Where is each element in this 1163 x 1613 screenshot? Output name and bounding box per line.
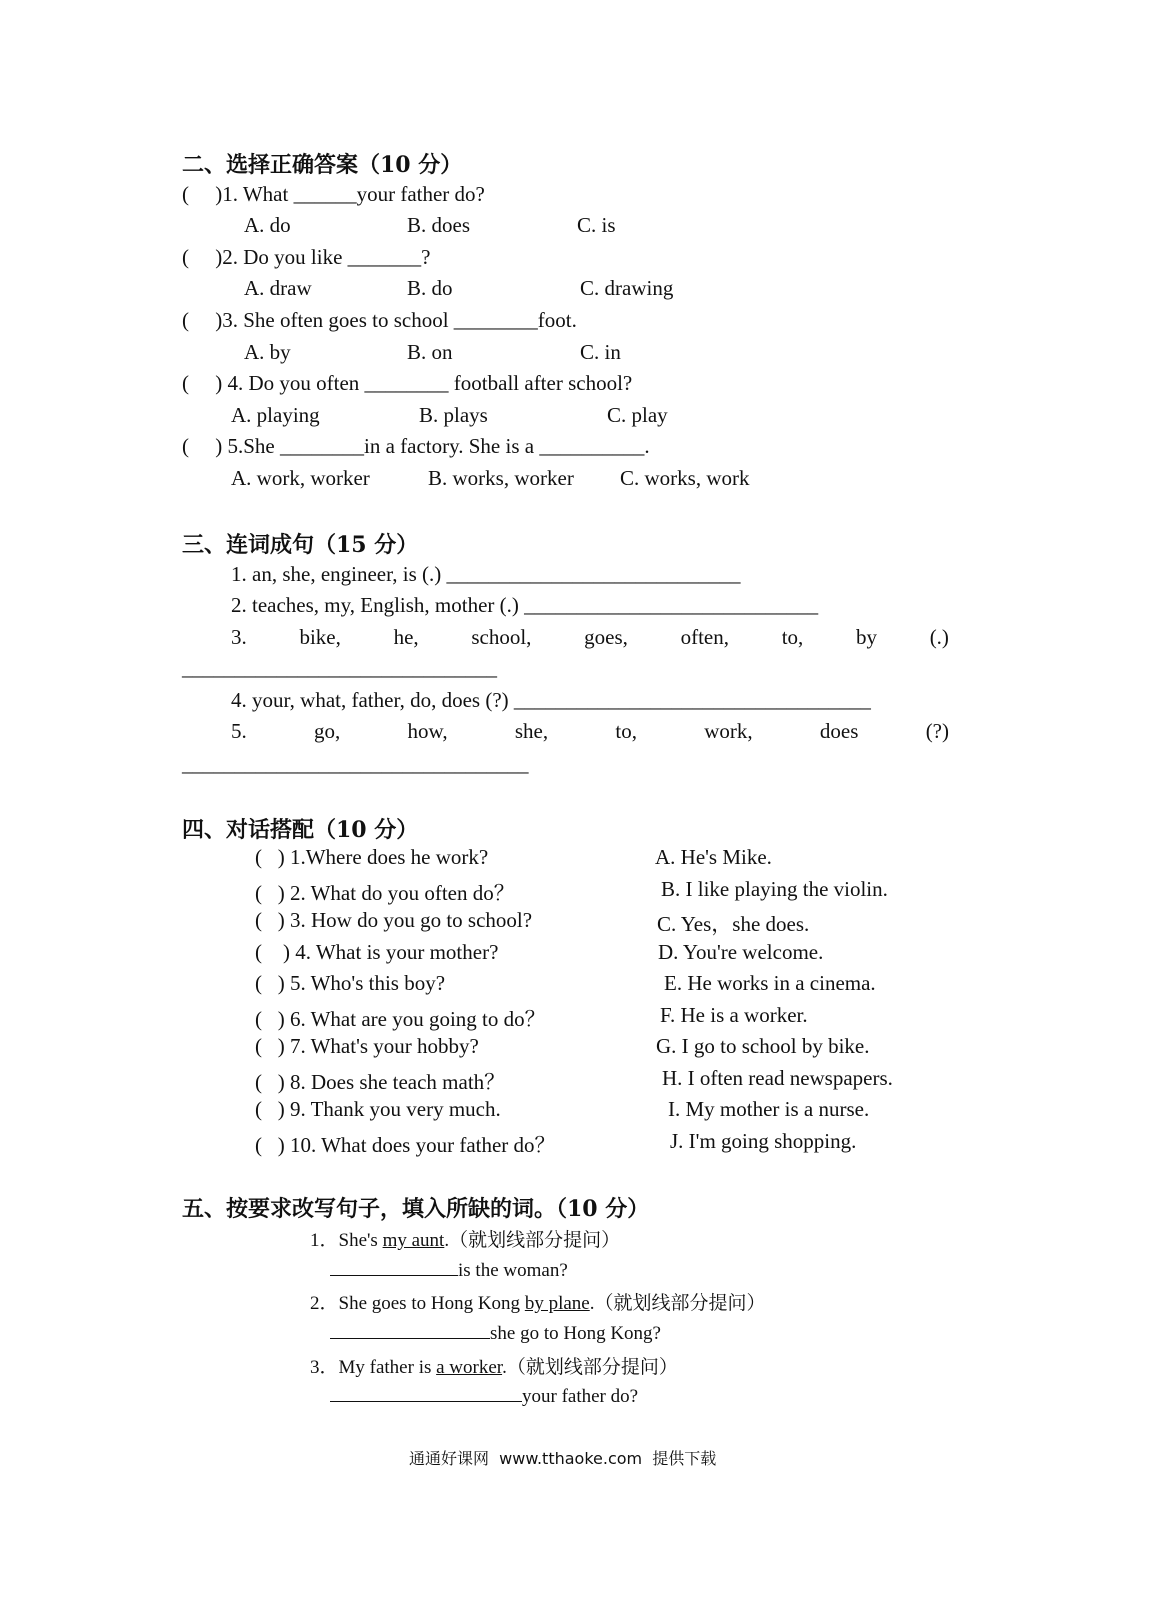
match-left-2: ( ) 2. What do you often do？ [255, 881, 515, 905]
word: go, [314, 719, 341, 743]
word: she, [514, 719, 549, 743]
word: does [819, 719, 859, 743]
word: school, [471, 625, 532, 649]
option-c: C. is [577, 213, 616, 237]
match-left-3: ( ) 3. How do you go to school? [255, 908, 533, 932]
word: often, [680, 625, 729, 649]
match-right-g: G. I go to school by bike. [656, 1034, 870, 1058]
match-right-i: I. My mother is a nurse. [668, 1097, 870, 1121]
answer-5-1 [330, 1257, 568, 1282]
question-2-5: ( ) 5.She ________in a factory. She is a __________. [182, 434, 650, 458]
question-text: 3．My father is [310, 1357, 437, 1378]
option-b: B. plays [419, 403, 488, 427]
question-text: 1．She's [310, 1230, 383, 1251]
match-left-6: ( ) 6. What are you going to do？ [255, 1007, 546, 1031]
option-c: C. play [607, 403, 668, 427]
option-a: A. by [244, 340, 291, 364]
option-b: B. do [407, 276, 453, 300]
match-right-a: A. He's Mike. [655, 845, 772, 869]
word: he, [393, 625, 419, 649]
match-right-h: H. I often read newspapers. [662, 1066, 893, 1090]
instruction: .（就划线部分提问） [502, 1357, 678, 1378]
option-c: C. drawing [580, 276, 674, 300]
word: to, [615, 719, 637, 743]
question-3-2: 2. teaches, my, English, mother (.) ____________________________ [231, 593, 819, 617]
question-2-1: ( )1. What ______your father do? [182, 182, 485, 206]
question-5-2 [310, 1288, 765, 1315]
question-2-3: ( )3. She often goes to school ________foot. [182, 308, 577, 332]
match-right-c: C. Yes，she does. [657, 912, 810, 936]
word: goes, [584, 625, 628, 649]
question-5-3 [310, 1352, 678, 1379]
question-text: 2．She goes to Hong Kong [310, 1293, 525, 1314]
question-2-4: ( ) 4. Do you often ________ football after school? [182, 371, 633, 395]
word: 5. [231, 719, 247, 743]
answer-5-3 [330, 1383, 638, 1408]
word: to, [781, 625, 804, 649]
question-3-5 [231, 719, 949, 744]
question-3-1: 1. an, she, engineer, is (.) ____________________________ [231, 562, 741, 586]
question-5-1 [310, 1225, 620, 1252]
page-footer: 通通好课网 www.tthaoke.com 提供下载 [409, 1449, 717, 1468]
underlined-part: by plane [524, 1293, 590, 1314]
section-2-title: 二、选择正确答案（10 分） [182, 152, 463, 178]
question-2-2: ( )2. Do you like _______? [182, 245, 431, 269]
answer-blank[interactable] [330, 1320, 490, 1339]
answer-text: is the woman? [458, 1260, 568, 1281]
option-a: A. do [244, 213, 291, 237]
word: how, [407, 719, 448, 743]
match-left-1: ( ) 1.Where does he work? [255, 845, 489, 869]
question-3-3 [231, 625, 949, 650]
match-left-7: ( ) 7. What's your hobby? [255, 1034, 479, 1058]
match-left-4: ( ) 4. What is your mother? [255, 940, 499, 964]
option-a: A. draw [244, 276, 312, 300]
answer-text: your father do? [522, 1386, 639, 1407]
match-left-10: ( ) 10. What does your father do？ [255, 1133, 556, 1157]
answer-blank[interactable] [330, 1383, 522, 1402]
option-b: B. does [407, 213, 470, 237]
option-b: B. on [407, 340, 453, 364]
instruction: .（就划线部分提问） [589, 1293, 766, 1314]
match-right-f: F. He is a worker. [660, 1003, 808, 1027]
match-right-b: B. I like playing the violin. [661, 877, 888, 901]
answer-line-3-5: _________________________________ [182, 752, 529, 776]
match-right-e: E. He works in a cinema. [664, 971, 876, 995]
section-5-title: 五、按要求改写句子，填入所缺的词。（10 分） [182, 1196, 650, 1222]
match-left-5: ( ) 5. Who's this boy? [255, 971, 446, 995]
word: work, [704, 719, 753, 743]
option-c: C. in [580, 340, 621, 364]
option-a: A. playing [231, 403, 320, 427]
word: by [855, 625, 877, 649]
answer-line-3-3: ______________________________ [182, 656, 497, 680]
section-3-title: 三、连词成句（15 分） [182, 532, 419, 558]
word: (?) [925, 719, 949, 743]
underlined-part: my aunt [382, 1230, 445, 1251]
match-left-8: ( ) 8. Does she teach math？ [255, 1070, 506, 1094]
option-a: A. work, worker [231, 466, 370, 490]
match-left-9: ( ) 9. Thank you very much. [255, 1097, 501, 1121]
match-right-j: J. I'm going shopping. [670, 1129, 857, 1153]
underlined-part: a worker [436, 1357, 503, 1378]
word: bike, [299, 625, 341, 649]
question-3-4: 4. your, what, father, do, does (?) __________________________________ [231, 688, 871, 712]
word: 3. [231, 625, 247, 649]
answer-5-2 [330, 1320, 661, 1345]
match-right-d: D. You're welcome. [658, 940, 824, 964]
answer-blank[interactable] [330, 1257, 458, 1276]
option-b: B. works, worker [428, 466, 574, 490]
instruction: .（就划线部分提问） [444, 1230, 621, 1251]
word: (.) [929, 625, 949, 649]
option-c: C. works, work [620, 466, 750, 490]
answer-text: she go to Hong Kong? [490, 1323, 661, 1344]
section-4-title: 四、对话搭配（10 分） [182, 817, 419, 843]
